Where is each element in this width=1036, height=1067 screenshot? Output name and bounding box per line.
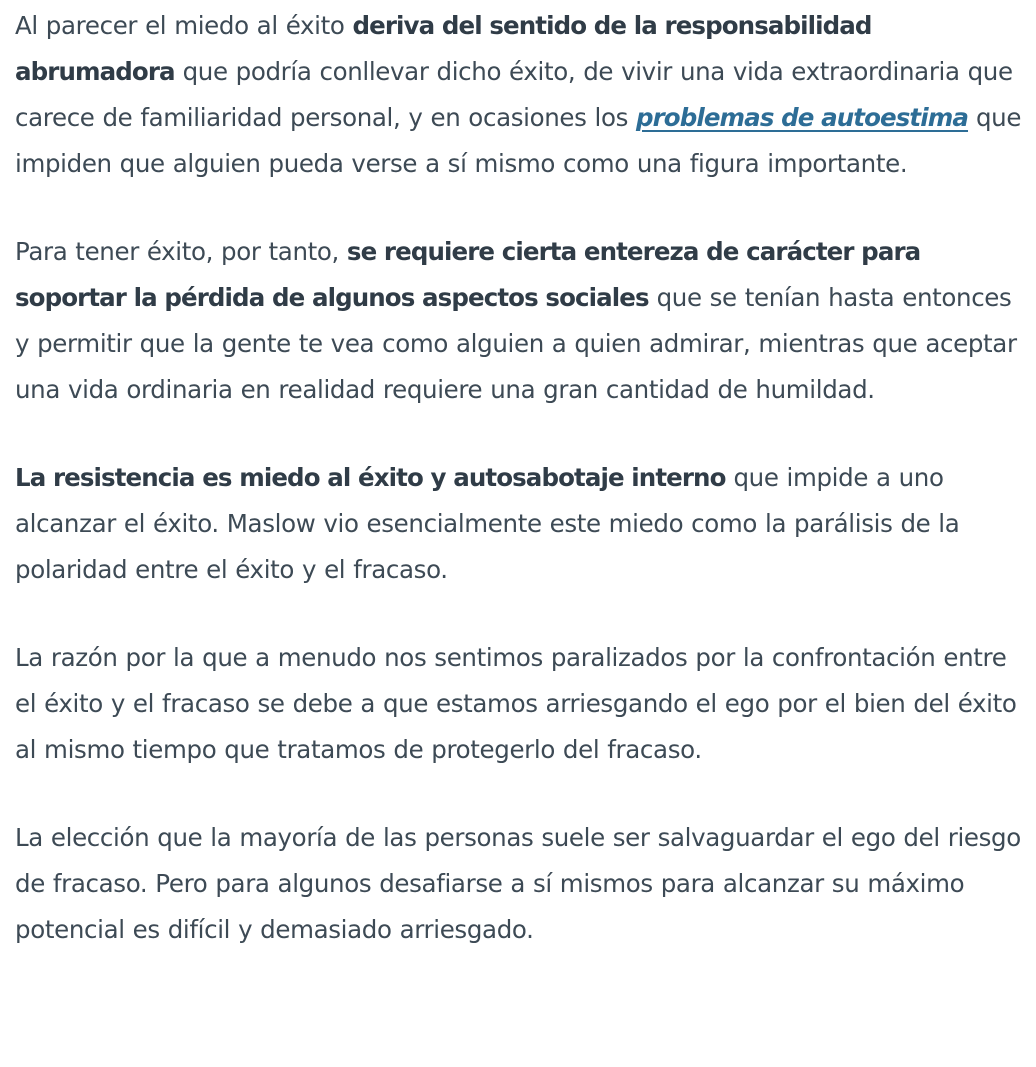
paragraph-text: Para tener éxito, por tanto,: [15, 237, 347, 266]
paragraph-text: que impide a uno alcanzar el éxito. Maslow vio esencialmente este miedo como la parálisis de la polaridad entre el éxito y el fracaso.: [15, 463, 960, 584]
paragraph-text: Al parecer el miedo al éxito: [15, 11, 353, 40]
paragraph-3: [15, 455, 1025, 593]
paragraph-2: [15, 229, 1025, 413]
paragraph-5: [15, 815, 1025, 953]
paragraph-text: que se tenían hasta entonces y permitir que la gente te vea como alguien a quien admirar, mientras que aceptar una vida ordinaria en realidad requiere una gran cantidad de humildad.: [15, 283, 1017, 404]
paragraph-text: que impiden que alguien pueda verse a sí mismo como una figura importante.: [15, 103, 1022, 178]
autoestima-link[interactable]: problemas de autoestima: [635, 103, 969, 132]
paragraph-4: [15, 635, 1025, 773]
bold-phrase: La resistencia es miedo al éxito y autosabotaje interno: [15, 463, 726, 492]
paragraph-1: [15, 3, 1025, 187]
paragraph-text: La razón por la que a menudo nos sentimos paralizados por la confrontación entre el éxito y el fracaso se debe a que estamos arriesgando el ego por el bien del éxito al mismo tiempo que tratamos de protegerlo del fracaso.: [15, 643, 1017, 764]
bold-phrase: deriva del sentido de la responsabilidad abrumadora: [15, 11, 872, 86]
paragraph-text: La elección que la mayoría de las personas suele ser salvaguardar el ego del riesgo de fracaso. Pero para algunos desafiarse a sí mismos para alcanzar su máximo potencial es difícil y demasiado arriesgado.: [15, 823, 1021, 944]
paragraph-text: que podría conllevar dicho éxito, de vivir una vida extraordinaria que carece de familiaridad personal, y en ocasiones los: [15, 57, 1013, 132]
bold-phrase: se requiere cierta entereza de carácter para soportar la pérdida de algunos aspectos sociales: [15, 237, 921, 312]
article-body: [15, 0, 1025, 995]
